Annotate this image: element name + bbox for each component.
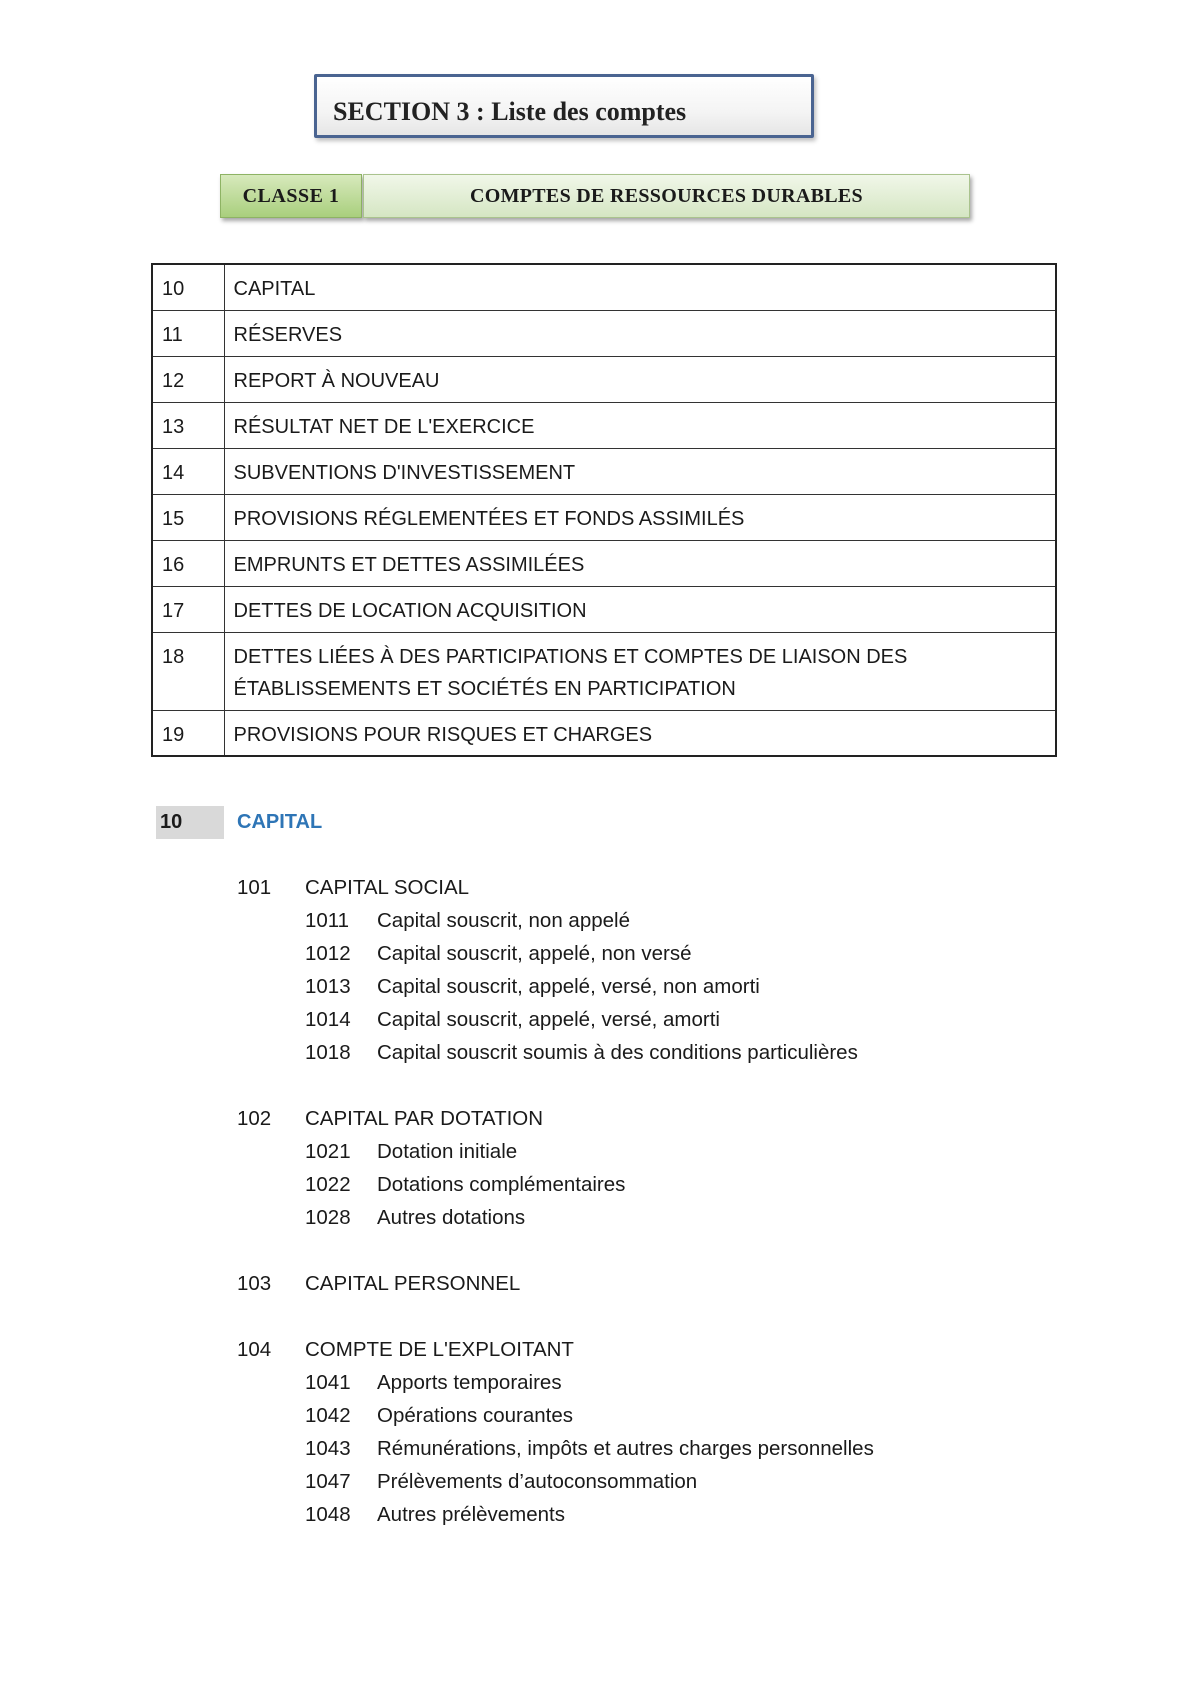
account-code: 17 xyxy=(152,586,224,632)
account-code: 15 xyxy=(152,494,224,540)
account-code: 19 xyxy=(152,710,224,756)
account-label: PROVISIONS RÉGLEMENTÉES ET FONDS ASSIMILÉS xyxy=(224,494,1056,540)
account-label: DETTES DE LOCATION ACQUISITION xyxy=(224,586,1056,632)
account-label: CAPITAL xyxy=(224,264,1056,310)
account-code: 16 xyxy=(152,540,224,586)
account-code: 11 xyxy=(152,310,224,356)
account-code: 1048 xyxy=(305,1503,351,1526)
account-label: Dotations complémentaires xyxy=(377,1173,626,1196)
account-label: COMPTE DE L'EXPLOITANT xyxy=(305,1338,574,1361)
account-label: RÉSULTAT NET DE L'EXERCICE xyxy=(224,402,1056,448)
account-code: 1013 xyxy=(305,975,351,998)
account-code: 1022 xyxy=(305,1173,351,1196)
account-label-cell xyxy=(224,632,1056,710)
account-label: PROVISIONS POUR RISQUES ET CHARGES xyxy=(224,710,1056,756)
account-label: Opérations courantes xyxy=(377,1404,574,1427)
account-code: 13 xyxy=(152,402,224,448)
account-label: Capital souscrit, appelé, versé, non amorti xyxy=(377,975,760,998)
account-code: 1028 xyxy=(305,1206,351,1229)
account-code: 1021 xyxy=(305,1140,351,1163)
account-label: Dotation initiale xyxy=(377,1140,518,1163)
account-code: 14 xyxy=(152,448,224,494)
account-code: 1042 xyxy=(305,1404,351,1427)
table-row xyxy=(152,356,1056,402)
table-row xyxy=(152,494,1056,540)
account-label: Capital souscrit, appelé, non versé xyxy=(377,942,692,965)
account-code: 1011 xyxy=(305,909,350,932)
classe-label: CLASSE 1 xyxy=(220,174,362,218)
account-code: 10 xyxy=(152,264,224,310)
table-row xyxy=(152,402,1056,448)
account-code: 12 xyxy=(152,356,224,402)
account-code: 1014 xyxy=(305,1008,351,1031)
table-row xyxy=(152,448,1056,494)
account-code: 1012 xyxy=(305,942,351,965)
account-code: 1047 xyxy=(305,1470,351,1493)
table-row xyxy=(152,310,1056,356)
account-label: Apports temporaires xyxy=(377,1371,562,1394)
account-code: 101 xyxy=(237,876,272,899)
account-label: Rémunérations, impôts et autres charges personnelles xyxy=(377,1437,874,1460)
account-code: 1041 xyxy=(305,1371,351,1394)
account-label: CAPITAL PAR DOTATION xyxy=(305,1107,544,1130)
account-code: 18 xyxy=(152,632,224,710)
account-label-line-2: ÉTABLISSEMENTS ET SOCIÉTÉS EN PARTICIPATION xyxy=(233,677,736,700)
subsection-title: CAPITAL xyxy=(237,811,323,833)
account-label: REPORT À NOUVEAU xyxy=(224,356,1056,402)
account-label: Capital souscrit, appelé, versé, amorti xyxy=(377,1008,720,1031)
section-title-box xyxy=(314,74,814,138)
account-label-line-1: DETTES LIÉES À DES PARTICIPATIONS ET COMPTES DE LIAISON DES xyxy=(233,645,908,668)
account-label: Autres prélèvements xyxy=(377,1503,566,1526)
account-label: CAPITAL SOCIAL xyxy=(305,876,470,899)
account-code: 103 xyxy=(237,1272,272,1295)
account-label: Capital souscrit soumis à des conditions particulières xyxy=(377,1041,858,1064)
account-code: 102 xyxy=(237,1107,272,1130)
account-label: Capital souscrit, non appelé xyxy=(377,909,630,932)
subsection-code: 10 xyxy=(156,806,224,839)
account-label: Prélèvements d’autoconsommation xyxy=(377,1470,698,1493)
table-row xyxy=(152,632,1056,710)
table-row xyxy=(152,710,1056,756)
account-label: CAPITAL PERSONNEL xyxy=(305,1272,521,1295)
account-label: RÉSERVES xyxy=(224,310,1056,356)
account-label: SUBVENTIONS D'INVESTISSEMENT xyxy=(224,448,1056,494)
accounts-summary-table xyxy=(151,263,1057,757)
account-label: EMPRUNTS ET DETTES ASSIMILÉES xyxy=(224,540,1056,586)
section-title: SECTION 3 : Liste des comptes xyxy=(333,97,687,126)
account-label: Autres dotations xyxy=(377,1206,526,1229)
account-code: 104 xyxy=(237,1338,272,1361)
table-row xyxy=(152,540,1056,586)
table-row xyxy=(152,264,1056,310)
classe-title: COMPTES DE RESSOURCES DURABLES xyxy=(363,174,970,218)
account-code: 1043 xyxy=(305,1437,351,1460)
account-code: 1018 xyxy=(305,1041,351,1064)
table-row xyxy=(152,586,1056,632)
